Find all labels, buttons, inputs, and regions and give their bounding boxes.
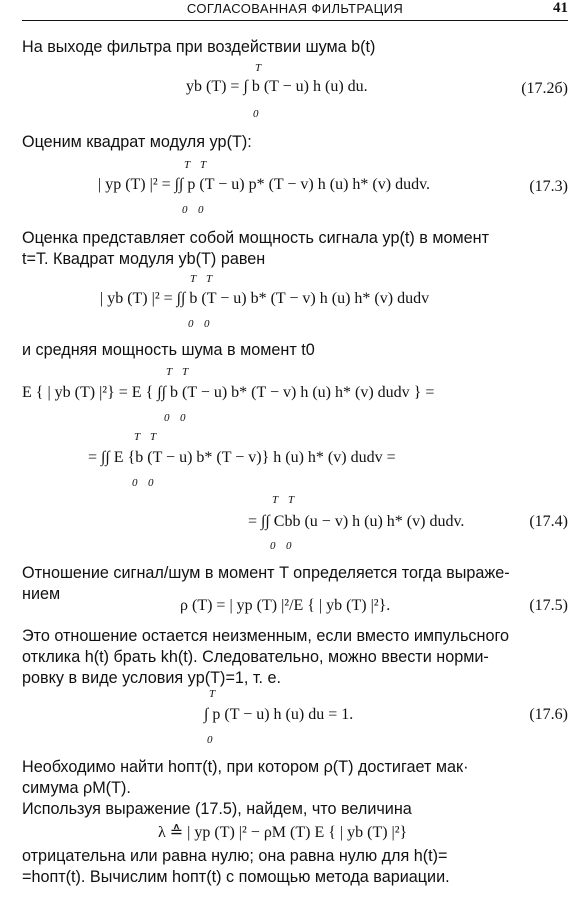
integral-upper-limit: T bbox=[166, 366, 173, 378]
paragraph-estimate-modulus bbox=[22, 132, 568, 153]
equation-number: (17.2б) bbox=[521, 80, 568, 97]
text-line: отрицательна или равна нулю; она равна нулю для h(t)= bbox=[22, 847, 448, 865]
integral-lower-limit: 0 bbox=[204, 318, 210, 330]
equation-body: = ∫∫ Cbb (u − v) h (u) h* (v) dudv. bbox=[248, 513, 465, 530]
equation-body: E { | yb (T) |²} = E { ∫∫ b (T − u) b* (T − v) h (u) h* (v) dudv } = bbox=[22, 384, 435, 401]
equation-body: λ ≙ | yp (T) |² − ρM (T) E { | yb (T) |²} bbox=[158, 824, 408, 841]
integral-upper-limit: T bbox=[200, 159, 207, 171]
integral-lower-limit: 0 bbox=[148, 477, 154, 489]
equation-17-6 bbox=[204, 706, 353, 724]
paragraph-normalization bbox=[22, 626, 568, 689]
text-line: отклика h(t) брать kh(t). Следовательно, можно ввести норми- bbox=[22, 648, 489, 666]
paragraph-variation bbox=[22, 846, 568, 888]
paragraph-find-optimum bbox=[22, 757, 568, 799]
paragraph-mean-noise-power bbox=[22, 340, 568, 361]
integral-upper-limit: T bbox=[184, 159, 191, 171]
equation-number: (17.4) bbox=[529, 513, 568, 530]
text-line: Необходимо найти hопт(t), при котором ρ(T) достигает мак· bbox=[22, 758, 469, 776]
integral-lower-limit: 0 bbox=[198, 204, 204, 216]
text-line: Оценка представляет собой мощность сигнала yp(t) в момент bbox=[22, 229, 490, 247]
integral-lower-limit: 0 bbox=[207, 734, 213, 746]
integral-upper-limit: T bbox=[134, 431, 141, 443]
integral-upper-limit: T bbox=[272, 494, 279, 506]
equation-body: | yb (T) |² = ∫∫ b (T − u) b* (T − v) h (u) h* (v) dudv bbox=[100, 290, 430, 307]
integral-lower-limit: 0 bbox=[132, 477, 138, 489]
text-line: и средняя мощность шума в момент t0 bbox=[22, 341, 315, 359]
equation-noise-expectation-line-1 bbox=[22, 384, 434, 402]
paragraph-signal-power bbox=[22, 228, 568, 270]
paragraph-noise-output bbox=[22, 37, 568, 58]
equation-lambda bbox=[158, 822, 407, 842]
integral-upper-limit: T bbox=[255, 62, 262, 74]
text-line: Это отношение остается неизменным, если вместо импульсного bbox=[22, 627, 509, 645]
paragraph-using-expression bbox=[22, 799, 568, 820]
text-line: симума ρM(T). bbox=[22, 779, 131, 797]
equation-number: (17.5) bbox=[529, 597, 568, 614]
text-line: t=T. Квадрат модуля yb(T) равен bbox=[22, 250, 266, 268]
text-line: Отношение сигнал/шум в момент T определяется тогда выраже- bbox=[22, 564, 510, 582]
integral-upper-limit: T bbox=[206, 273, 213, 285]
integral-lower-limit: 0 bbox=[182, 204, 188, 216]
text-line: нием bbox=[22, 585, 61, 603]
running-title: СОГЛАСОВАННАЯ ФИЛЬТРАЦИЯ bbox=[186, 1, 404, 16]
integral-lower-limit: 0 bbox=[253, 108, 259, 120]
equation-17-4 bbox=[248, 513, 464, 531]
integral-lower-limit: 0 bbox=[164, 412, 170, 424]
running-header bbox=[22, 0, 568, 21]
equation-yb-squared bbox=[100, 290, 429, 308]
text-line: Используя выражение (17.5), найдем, что величина bbox=[22, 800, 412, 818]
equation-17-5 bbox=[180, 597, 390, 615]
integral-upper-limit: T bbox=[182, 366, 189, 378]
equation-body: yb (T) = ∫ b (T − u) h (u) du. bbox=[186, 78, 368, 95]
equation-17-2b bbox=[186, 78, 368, 96]
equation-body: ρ (T) = | yp (T) |²/E { | yb (T) |²}. bbox=[180, 597, 391, 614]
equation-noise-expectation-line-2 bbox=[88, 449, 396, 467]
integral-lower-limit: 0 bbox=[286, 540, 292, 552]
equation-body: = ∫∫ E {b (T − u) b* (T − v)} h (u) h* (v) dudv = bbox=[88, 449, 396, 466]
text-line: Оценим квадрат модуля yp(T): bbox=[22, 133, 252, 151]
integral-upper-limit: T bbox=[190, 273, 197, 285]
text-line: На выходе фильтра при воздействии шума b(t) bbox=[22, 38, 376, 56]
integral-lower-limit: 0 bbox=[180, 412, 186, 424]
text-line: ровку в виде условия yp(T)=1, т. е. bbox=[22, 669, 282, 687]
integral-lower-limit: 0 bbox=[270, 540, 276, 552]
equation-number: (17.6) bbox=[529, 706, 568, 723]
integral-upper-limit: T bbox=[209, 688, 216, 700]
equation-body: ∫ p (T − u) h (u) du = 1. bbox=[204, 706, 354, 723]
text-line: =hопт(t). Вычислим hопт(t) с помощью метода вариации. bbox=[22, 868, 450, 886]
integral-lower-limit: 0 bbox=[188, 318, 194, 330]
equation-body: | yp (T) |² = ∫∫ p (T − u) p* (T − v) h (u) h* (v) dudv. bbox=[98, 176, 431, 193]
equation-number: (17.3) bbox=[529, 178, 568, 195]
page-number: 41 bbox=[553, 0, 568, 16]
equation-17-3 bbox=[98, 176, 430, 194]
integral-upper-limit: T bbox=[150, 431, 157, 443]
integral-upper-limit: T bbox=[288, 494, 295, 506]
